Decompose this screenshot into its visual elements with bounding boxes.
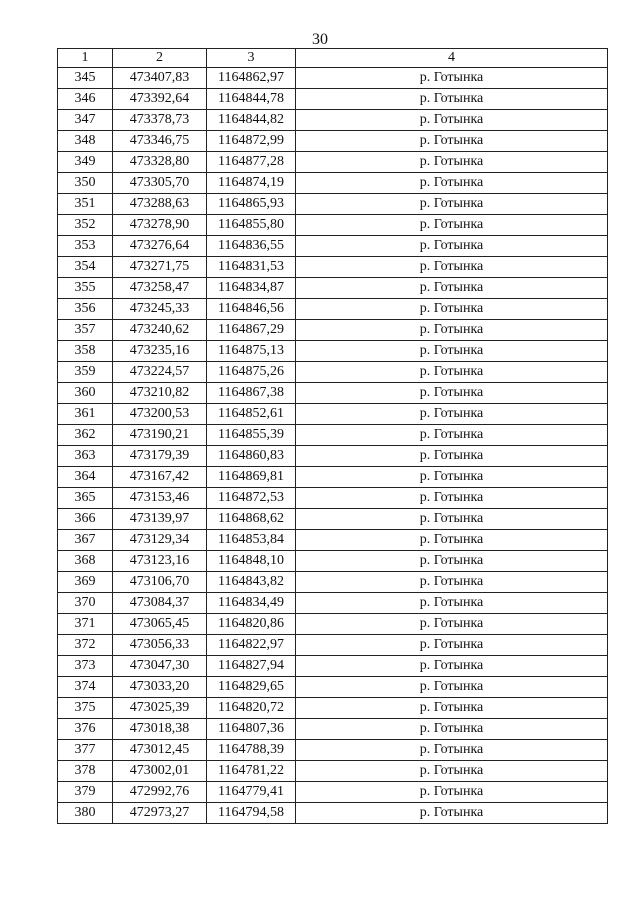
location-cell: р. Готынка xyxy=(296,488,608,509)
location-cell: р. Готынка xyxy=(296,152,608,173)
table-row xyxy=(58,635,608,656)
y-coordinate-cell: 1164788,39 xyxy=(207,740,296,761)
y-coordinate-cell: 1164781,22 xyxy=(207,761,296,782)
location-cell: р. Готынка xyxy=(296,761,608,782)
location-cell: р. Готынка xyxy=(296,362,608,383)
y-coordinate-cell: 1164848,10 xyxy=(207,551,296,572)
location-cell: р. Готынка xyxy=(296,677,608,698)
location-cell: р. Готынка xyxy=(296,614,608,635)
column-header-2: 2 xyxy=(113,49,207,68)
location-cell: р. Готынка xyxy=(296,68,608,89)
point-number-cell: 361 xyxy=(58,404,113,425)
y-coordinate-cell: 1164794,58 xyxy=(207,803,296,824)
table-row xyxy=(58,488,608,509)
y-coordinate-cell: 1164829,65 xyxy=(207,677,296,698)
point-number-cell: 353 xyxy=(58,236,113,257)
point-number-cell: 352 xyxy=(58,215,113,236)
y-coordinate-cell: 1164834,87 xyxy=(207,278,296,299)
point-number-cell: 378 xyxy=(58,761,113,782)
y-coordinate-cell: 1164834,49 xyxy=(207,593,296,614)
location-cell: р. Готынка xyxy=(296,740,608,761)
x-coordinate-cell: 473153,46 xyxy=(113,488,207,509)
point-number-cell: 365 xyxy=(58,488,113,509)
x-coordinate-cell: 473392,64 xyxy=(113,89,207,110)
page-number: 30 xyxy=(312,31,328,48)
y-coordinate-cell: 1164874,19 xyxy=(207,173,296,194)
location-cell: р. Готынка xyxy=(296,509,608,530)
x-coordinate-cell: 473240,62 xyxy=(113,320,207,341)
location-cell: р. Готынка xyxy=(296,194,608,215)
x-coordinate-cell: 473235,16 xyxy=(113,341,207,362)
table-row xyxy=(58,278,608,299)
point-number-cell: 351 xyxy=(58,194,113,215)
y-coordinate-cell: 1164855,39 xyxy=(207,425,296,446)
point-number-cell: 379 xyxy=(58,782,113,803)
y-coordinate-cell: 1164867,38 xyxy=(207,383,296,404)
location-cell: р. Готынка xyxy=(296,635,608,656)
x-coordinate-cell: 472973,27 xyxy=(113,803,207,824)
y-coordinate-cell: 1164844,78 xyxy=(207,89,296,110)
location-cell: р. Готынка xyxy=(296,719,608,740)
y-coordinate-cell: 1164862,97 xyxy=(207,68,296,89)
location-cell: р. Готынка xyxy=(296,173,608,194)
table-row xyxy=(58,509,608,530)
x-coordinate-cell: 473224,57 xyxy=(113,362,207,383)
column-header-3: 3 xyxy=(207,49,296,68)
x-coordinate-cell: 473018,38 xyxy=(113,719,207,740)
x-coordinate-cell: 473346,75 xyxy=(113,131,207,152)
x-coordinate-cell: 473276,64 xyxy=(113,236,207,257)
column-header-4: 4 xyxy=(296,49,608,68)
point-number-cell: 347 xyxy=(58,110,113,131)
table-row xyxy=(58,656,608,677)
location-cell: р. Готынка xyxy=(296,257,608,278)
y-coordinate-cell: 1164831,53 xyxy=(207,257,296,278)
table-body xyxy=(58,68,608,824)
x-coordinate-cell: 473271,75 xyxy=(113,257,207,278)
y-coordinate-cell: 1164872,53 xyxy=(207,488,296,509)
x-coordinate-cell: 473245,33 xyxy=(113,299,207,320)
header-row xyxy=(58,49,608,68)
table-row xyxy=(58,236,608,257)
location-cell: р. Готынка xyxy=(296,299,608,320)
location-cell: р. Готынка xyxy=(296,467,608,488)
x-coordinate-cell: 473258,47 xyxy=(113,278,207,299)
point-number-cell: 372 xyxy=(58,635,113,656)
x-coordinate-cell: 473407,83 xyxy=(113,68,207,89)
x-coordinate-cell: 473190,21 xyxy=(113,425,207,446)
y-coordinate-cell: 1164820,72 xyxy=(207,698,296,719)
point-number-cell: 374 xyxy=(58,677,113,698)
y-coordinate-cell: 1164860,83 xyxy=(207,446,296,467)
table-row xyxy=(58,131,608,152)
y-coordinate-cell: 1164853,84 xyxy=(207,530,296,551)
x-coordinate-cell: 473056,33 xyxy=(113,635,207,656)
point-number-cell: 368 xyxy=(58,551,113,572)
table-row xyxy=(58,803,608,824)
location-cell: р. Готынка xyxy=(296,278,608,299)
table-row xyxy=(58,719,608,740)
point-number-cell: 356 xyxy=(58,299,113,320)
x-coordinate-cell: 473047,30 xyxy=(113,656,207,677)
table-row xyxy=(58,404,608,425)
location-cell: р. Готынка xyxy=(296,236,608,257)
y-coordinate-cell: 1164852,61 xyxy=(207,404,296,425)
column-header-1: 1 xyxy=(58,49,113,68)
location-cell: р. Готынка xyxy=(296,320,608,341)
y-coordinate-cell: 1164855,80 xyxy=(207,215,296,236)
table-row xyxy=(58,782,608,803)
x-coordinate-cell: 473167,42 xyxy=(113,467,207,488)
point-number-cell: 363 xyxy=(58,446,113,467)
table-row xyxy=(58,551,608,572)
point-number-cell: 369 xyxy=(58,572,113,593)
point-number-cell: 357 xyxy=(58,320,113,341)
y-coordinate-cell: 1164875,26 xyxy=(207,362,296,383)
table-row xyxy=(58,614,608,635)
point-number-cell: 375 xyxy=(58,698,113,719)
point-number-cell: 348 xyxy=(58,131,113,152)
location-cell: р. Готынка xyxy=(296,404,608,425)
x-coordinate-cell: 473084,37 xyxy=(113,593,207,614)
point-number-cell: 367 xyxy=(58,530,113,551)
point-number-cell: 355 xyxy=(58,278,113,299)
y-coordinate-cell: 1164868,62 xyxy=(207,509,296,530)
point-number-cell: 380 xyxy=(58,803,113,824)
point-number-cell: 376 xyxy=(58,719,113,740)
point-number-cell: 345 xyxy=(58,68,113,89)
y-coordinate-cell: 1164875,13 xyxy=(207,341,296,362)
x-coordinate-cell: 473288,63 xyxy=(113,194,207,215)
location-cell: р. Готынка xyxy=(296,383,608,404)
y-coordinate-cell: 1164779,41 xyxy=(207,782,296,803)
location-cell: р. Готынка xyxy=(296,425,608,446)
location-cell: р. Готынка xyxy=(296,131,608,152)
y-coordinate-cell: 1164827,94 xyxy=(207,656,296,677)
x-coordinate-cell: 473305,70 xyxy=(113,173,207,194)
table-row xyxy=(58,173,608,194)
y-coordinate-cell: 1164846,56 xyxy=(207,299,296,320)
point-number-cell: 346 xyxy=(58,89,113,110)
x-coordinate-cell: 473025,39 xyxy=(113,698,207,719)
point-number-cell: 362 xyxy=(58,425,113,446)
location-cell: р. Готынка xyxy=(296,530,608,551)
y-coordinate-cell: 1164807,36 xyxy=(207,719,296,740)
point-number-cell: 371 xyxy=(58,614,113,635)
point-number-cell: 366 xyxy=(58,509,113,530)
point-number-cell: 354 xyxy=(58,257,113,278)
y-coordinate-cell: 1164867,29 xyxy=(207,320,296,341)
x-coordinate-cell: 473002,01 xyxy=(113,761,207,782)
location-cell: р. Готынка xyxy=(296,803,608,824)
y-coordinate-cell: 1164869,81 xyxy=(207,467,296,488)
table-row xyxy=(58,89,608,110)
table-row xyxy=(58,152,608,173)
location-cell: р. Готынка xyxy=(296,341,608,362)
x-coordinate-cell: 473328,80 xyxy=(113,152,207,173)
location-cell: р. Готынка xyxy=(296,89,608,110)
table-row xyxy=(58,68,608,89)
x-coordinate-cell: 472992,76 xyxy=(113,782,207,803)
x-coordinate-cell: 473278,90 xyxy=(113,215,207,236)
x-coordinate-cell: 473065,45 xyxy=(113,614,207,635)
y-coordinate-cell: 1164872,99 xyxy=(207,131,296,152)
table-row xyxy=(58,362,608,383)
x-coordinate-cell: 473106,70 xyxy=(113,572,207,593)
x-coordinate-cell: 473129,34 xyxy=(113,530,207,551)
coordinates-table xyxy=(57,48,608,824)
point-number-cell: 377 xyxy=(58,740,113,761)
table-row xyxy=(58,383,608,404)
location-cell: р. Готынка xyxy=(296,593,608,614)
location-cell: р. Готынка xyxy=(296,698,608,719)
x-coordinate-cell: 473123,16 xyxy=(113,551,207,572)
point-number-cell: 350 xyxy=(58,173,113,194)
x-coordinate-cell: 473378,73 xyxy=(113,110,207,131)
x-coordinate-cell: 473210,82 xyxy=(113,383,207,404)
location-cell: р. Готынка xyxy=(296,110,608,131)
point-number-cell: 359 xyxy=(58,362,113,383)
x-coordinate-cell: 473179,39 xyxy=(113,446,207,467)
table-row xyxy=(58,446,608,467)
table-row xyxy=(58,572,608,593)
table-row xyxy=(58,593,608,614)
y-coordinate-cell: 1164865,93 xyxy=(207,194,296,215)
location-cell: р. Готынка xyxy=(296,656,608,677)
table-row xyxy=(58,698,608,719)
y-coordinate-cell: 1164843,82 xyxy=(207,572,296,593)
table-row xyxy=(58,194,608,215)
x-coordinate-cell: 473033,20 xyxy=(113,677,207,698)
table-row xyxy=(58,467,608,488)
location-cell: р. Готынка xyxy=(296,446,608,467)
point-number-cell: 370 xyxy=(58,593,113,614)
table-row xyxy=(58,320,608,341)
y-coordinate-cell: 1164836,55 xyxy=(207,236,296,257)
x-coordinate-cell: 473012,45 xyxy=(113,740,207,761)
table-row xyxy=(58,215,608,236)
y-coordinate-cell: 1164844,82 xyxy=(207,110,296,131)
point-number-cell: 349 xyxy=(58,152,113,173)
y-coordinate-cell: 1164820,86 xyxy=(207,614,296,635)
point-number-cell: 364 xyxy=(58,467,113,488)
table-row xyxy=(58,677,608,698)
table-row xyxy=(58,341,608,362)
table-row xyxy=(58,257,608,278)
location-cell: р. Готынка xyxy=(296,782,608,803)
location-cell: р. Готынка xyxy=(296,551,608,572)
x-coordinate-cell: 473200,53 xyxy=(113,404,207,425)
table-row xyxy=(58,110,608,131)
table-header xyxy=(58,49,608,68)
location-cell: р. Готынка xyxy=(296,215,608,236)
table-row xyxy=(58,530,608,551)
y-coordinate-cell: 1164877,28 xyxy=(207,152,296,173)
point-number-cell: 373 xyxy=(58,656,113,677)
location-cell: р. Готынка xyxy=(296,572,608,593)
table-row xyxy=(58,299,608,320)
table-row xyxy=(58,761,608,782)
x-coordinate-cell: 473139,97 xyxy=(113,509,207,530)
point-number-cell: 360 xyxy=(58,383,113,404)
point-number-cell: 358 xyxy=(58,341,113,362)
table-row xyxy=(58,740,608,761)
table-row xyxy=(58,425,608,446)
y-coordinate-cell: 1164822,97 xyxy=(207,635,296,656)
